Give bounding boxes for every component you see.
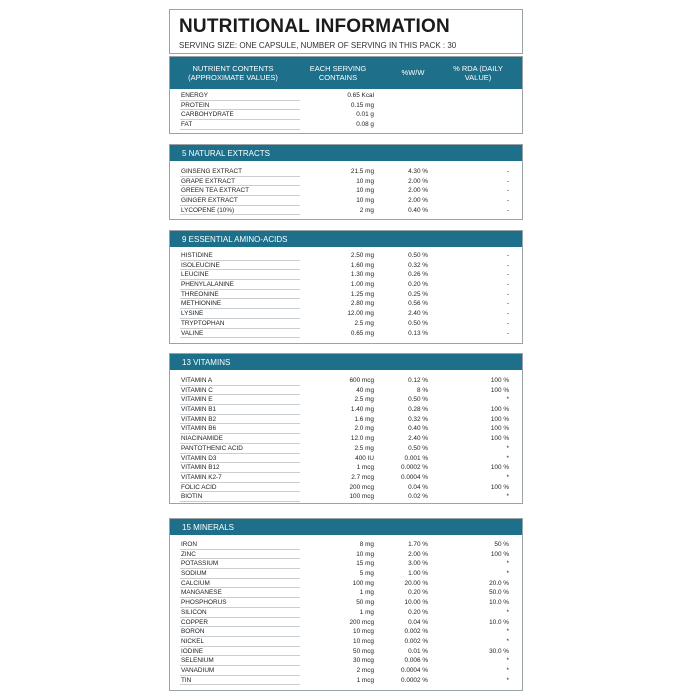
nutrient-name: PHOSPHORUS	[181, 599, 227, 607]
serving-amount: 1.6 mg	[354, 415, 374, 423]
percent-ww: 0.28 %	[408, 406, 428, 414]
percent-ww: 0.26 %	[408, 271, 428, 279]
section-title: 5 NATURAL EXTRACTS	[182, 149, 271, 158]
percent-ww: 0.32 %	[408, 261, 428, 269]
percent-rda: *	[506, 570, 509, 578]
table-row	[170, 434, 522, 444]
section-header	[170, 145, 522, 161]
serving-amount: 2 mcg	[356, 666, 374, 674]
serving-amount: 100 mcg	[349, 493, 374, 501]
col-rda-header: % RDA (DAILY VALUE)	[453, 64, 503, 82]
percent-ww: 0.0004 %	[400, 666, 428, 674]
nutrient-name: TRYPTOPHAN	[181, 319, 225, 327]
nutrient-name: LEUCINE	[181, 271, 209, 279]
percent-rda: *	[506, 628, 509, 636]
nutrient-name: GINGER EXTRACT	[181, 197, 238, 205]
nutrient-name: METHIONINE	[181, 300, 222, 308]
nutrient-name: VITAMIN K2-7	[181, 473, 222, 481]
nutrient-name: NICKEL	[181, 637, 205, 645]
serving-amount: 600 mcg	[349, 377, 374, 384]
percent-rda: -	[506, 310, 509, 318]
serving-amount: 200 mcg	[349, 483, 374, 491]
nutrient-name: VITAMIN B2	[181, 415, 217, 423]
percent-ww: 0.50 %	[408, 252, 428, 259]
table-row	[170, 540, 522, 550]
nutrient-name: SELENIUM	[181, 657, 214, 665]
percent-rda: -	[506, 329, 509, 337]
percent-ww: 0.40 %	[408, 206, 428, 214]
section-header	[170, 354, 522, 370]
serving-amount: 2 mg	[359, 206, 374, 214]
table-row	[170, 598, 522, 608]
table-row	[170, 299, 522, 309]
nutrient-name: ENERGY	[181, 92, 208, 99]
serving-amount: 1.40 mg	[350, 406, 374, 414]
amino-acids-panel	[169, 230, 523, 344]
table-row	[170, 647, 522, 657]
percent-ww: 0.50 %	[408, 319, 428, 327]
percent-ww: 1.00 %	[408, 570, 428, 578]
table-row	[170, 251, 522, 261]
serving-amount: 10 mg	[356, 187, 374, 195]
percent-ww: 0.002 %	[404, 637, 428, 645]
nutrient-name: IODINE	[181, 647, 204, 655]
serving-amount: 40 mg	[356, 386, 374, 394]
table-row	[170, 579, 522, 589]
serving-amount: 2.5 mg	[354, 319, 374, 327]
percent-ww: 0.0002 %	[400, 676, 428, 684]
nutrient-name: FAT	[181, 121, 193, 129]
percent-ww: 0.20 %	[408, 608, 428, 616]
basic-rows	[170, 91, 522, 130]
row-divider	[180, 214, 300, 215]
percent-rda: -	[506, 177, 509, 185]
table-row	[170, 110, 522, 120]
nutrient-name: SILICON	[181, 608, 207, 616]
serving-amount: 0.01 g	[356, 111, 374, 119]
table-row	[170, 483, 522, 493]
percent-rda: 20.0 %	[489, 579, 509, 587]
nutrient-name: ZINC	[181, 550, 196, 558]
table-row	[170, 206, 522, 216]
percent-ww: 20.00 %	[404, 579, 428, 587]
nutrient-name: VITAMIN C	[181, 386, 213, 394]
percent-rda: -	[506, 290, 509, 298]
table-row	[170, 454, 522, 464]
section-header	[170, 519, 522, 535]
title-box	[169, 9, 523, 54]
percent-rda: -	[506, 252, 509, 259]
row-divider	[180, 684, 300, 685]
percent-rda: *	[506, 657, 509, 665]
section-header	[170, 231, 522, 247]
table-row	[170, 463, 522, 473]
percent-ww: 0.32 %	[408, 415, 428, 423]
extracts-rows	[170, 167, 522, 215]
percent-ww: 0.50 %	[408, 396, 428, 404]
table-row	[170, 329, 522, 339]
percent-ww: 0.40 %	[408, 425, 428, 433]
serving-amount: 12.00 mg	[347, 310, 374, 318]
vitamins-panel	[169, 353, 523, 504]
percent-ww: 10.00 %	[404, 599, 428, 607]
table-row	[170, 120, 522, 130]
table-row	[170, 415, 522, 425]
percent-rda: 10.0 %	[489, 599, 509, 607]
percent-rda: *	[506, 444, 509, 452]
serving-amount: 1.60 mg	[350, 261, 374, 269]
table-row	[170, 386, 522, 396]
percent-ww: 0.04 %	[408, 618, 428, 626]
nutrient-name: TIN	[181, 676, 192, 684]
serving-amount: 50 mg	[356, 599, 374, 607]
serving-amount: 1.00 mg	[350, 281, 374, 289]
table-row	[170, 444, 522, 454]
table-row	[170, 309, 522, 319]
percent-ww: 2.40 %	[408, 435, 428, 443]
amino-rows	[170, 251, 522, 338]
row-divider	[180, 129, 300, 130]
percent-rda: -	[506, 261, 509, 269]
percent-rda: 100 %	[490, 483, 509, 491]
table-row	[170, 588, 522, 598]
nutrient-name: VITAMIN D3	[181, 454, 217, 462]
table-row	[170, 424, 522, 434]
serving-amount: 2.0 mg	[354, 425, 374, 433]
table-row	[170, 656, 522, 666]
table-row	[170, 608, 522, 618]
table-row	[170, 101, 522, 111]
serving-amount: 0.65 mg	[350, 329, 374, 337]
percent-rda: -	[506, 300, 509, 308]
percent-ww: 0.12 %	[408, 377, 428, 384]
row-divider	[180, 501, 300, 502]
nutrient-name: VITAMIN A	[181, 377, 213, 384]
nutrient-name: NIACINAMIDE	[181, 435, 223, 443]
serving-amount: 100 mg	[352, 579, 374, 587]
serving-amount: 0.08 g	[356, 121, 374, 129]
serving-amount: 1.30 mg	[350, 271, 374, 279]
table-row	[170, 177, 522, 187]
percent-rda: *	[506, 666, 509, 674]
percent-ww: 0.20 %	[408, 281, 428, 289]
percent-ww: 0.002 %	[404, 628, 428, 636]
percent-rda: *	[506, 454, 509, 462]
nutrient-name: CALCIUM	[181, 579, 210, 587]
nutrient-name: CARBOHYDRATE	[181, 111, 234, 119]
nutrient-name: VITAMIN B6	[181, 425, 217, 433]
percent-rda: -	[506, 271, 509, 279]
col-serving-header: EACH SERVING CONTAINS	[309, 64, 367, 82]
percent-rda: 50 %	[494, 541, 509, 548]
percent-rda: *	[506, 608, 509, 616]
nutrient-name: PHENYLALANINE	[181, 281, 234, 289]
nutrient-name: SODIUM	[181, 570, 207, 578]
serving-amount: 5 mg	[359, 570, 374, 578]
nutrient-name: VALINE	[181, 329, 204, 337]
serving-amount: 400 IU	[355, 454, 374, 462]
serving-amount: 2.5 mg	[354, 396, 374, 404]
nutrient-name: VANADIUM	[181, 666, 215, 674]
percent-rda: 100 %	[490, 435, 509, 443]
serving-amount: 2.50 mg	[350, 252, 374, 259]
percent-ww: 0.02 %	[408, 493, 428, 501]
table-row	[170, 186, 522, 196]
nutrient-name: POTASSIUM	[181, 560, 219, 568]
nutrient-name: ISOLEUCINE	[181, 261, 220, 269]
serving-amount: 0.65 Kcal	[347, 92, 374, 99]
column-header	[170, 57, 522, 89]
table-row	[170, 569, 522, 579]
table-row	[170, 618, 522, 628]
table-row	[170, 270, 522, 280]
extracts-panel	[169, 144, 523, 220]
percent-rda: 100 %	[490, 406, 509, 414]
percent-ww: 0.25 %	[408, 290, 428, 298]
table-row	[170, 473, 522, 483]
serving-amount: 2.7 mcg	[351, 473, 374, 481]
serving-amount: 1 mg	[359, 608, 374, 616]
serving-amount: 15 mg	[356, 560, 374, 568]
table-row	[170, 550, 522, 560]
percent-ww: 0.56 %	[408, 300, 428, 308]
percent-ww: 0.20 %	[408, 589, 428, 597]
table-row	[170, 376, 522, 386]
nutrient-name: LYSINE	[181, 310, 204, 318]
basic-nutrients-panel	[169, 56, 523, 134]
percent-ww: 2.40 %	[408, 310, 428, 318]
percent-rda: 100 %	[490, 377, 509, 384]
table-row	[170, 637, 522, 647]
serving-amount: 10 mg	[356, 550, 374, 558]
percent-rda: 100 %	[490, 415, 509, 423]
percent-rda: -	[506, 319, 509, 327]
serving-amount: 10 mg	[356, 197, 374, 205]
nutrient-name: BIOTIN	[181, 493, 203, 501]
serving-amount: 50 mcg	[353, 647, 374, 655]
vitamins-rows	[170, 376, 522, 502]
table-row	[170, 676, 522, 686]
table-row	[170, 405, 522, 415]
serving-amount: 1.25 mg	[350, 290, 374, 298]
percent-ww: 4.30 %	[408, 168, 428, 175]
percent-ww: 1.70 %	[408, 541, 428, 548]
serving-amount: 1 mcg	[356, 464, 374, 472]
percent-rda: *	[506, 676, 509, 684]
percent-rda: 100 %	[490, 550, 509, 558]
percent-ww: 0.006 %	[404, 657, 428, 665]
percent-ww: 0.04 %	[408, 483, 428, 491]
col-ww-header: %W/W	[401, 68, 425, 77]
nutrient-name: IRON	[181, 541, 197, 548]
serving-amount: 12.0 mg	[350, 435, 374, 443]
table-row	[170, 280, 522, 290]
page-title: NUTRITIONAL INFORMATION	[179, 16, 450, 37]
minerals-rows	[170, 540, 522, 685]
percent-rda: 10.0 %	[489, 618, 509, 626]
section-title: 15 MINERALS	[182, 523, 235, 532]
percent-ww: 2.00 %	[408, 550, 428, 558]
percent-ww: 0.0004 %	[400, 473, 428, 481]
table-row	[170, 395, 522, 405]
nutrient-name: PROTEIN	[181, 101, 210, 109]
serving-amount: 8 mg	[359, 541, 374, 548]
table-row	[170, 290, 522, 300]
nutrient-name: BORON	[181, 628, 205, 636]
serving-amount: 30 mcg	[353, 657, 374, 665]
table-row	[170, 627, 522, 637]
percent-rda: *	[506, 493, 509, 501]
percent-rda: -	[506, 206, 509, 214]
percent-ww: 0.0002 %	[400, 464, 428, 472]
nutrient-name: HISTIDINE	[181, 252, 213, 259]
nutrient-name: COPPER	[181, 618, 208, 626]
row-divider	[180, 337, 300, 338]
minerals-panel	[169, 518, 523, 691]
percent-rda: 50.0 %	[489, 589, 509, 597]
nutrient-name: LYCOPENE (10%)	[181, 206, 235, 214]
percent-ww: 0.001 %	[404, 454, 428, 462]
percent-ww: 2.00 %	[408, 187, 428, 195]
percent-ww: 3.00 %	[408, 560, 428, 568]
serving-amount: 21.5 mg	[350, 168, 374, 175]
percent-rda: 100 %	[490, 464, 509, 472]
percent-rda: *	[506, 637, 509, 645]
table-row	[170, 492, 522, 502]
percent-rda: -	[506, 281, 509, 289]
table-row	[170, 167, 522, 177]
serving-amount: 10 mg	[356, 177, 374, 185]
percent-ww: 2.00 %	[408, 177, 428, 185]
section-title: 13 VITAMINS	[182, 358, 231, 367]
serving-amount: 0.15 mg	[350, 101, 374, 109]
percent-rda: -	[506, 187, 509, 195]
table-row	[170, 91, 522, 101]
table-row	[170, 261, 522, 271]
table-row	[170, 196, 522, 206]
serving-amount: 200 mcg	[349, 618, 374, 626]
table-row	[170, 666, 522, 676]
serving-info: SERVING SIZE: ONE CAPSULE, NUMBER OF SERVING IN THIS PACK : 30	[179, 41, 457, 50]
nutrient-name: VITAMIN B12	[181, 464, 220, 472]
percent-ww: 0.50 %	[408, 444, 428, 452]
serving-amount: 1 mcg	[356, 676, 374, 684]
nutrient-name: GRAPE EXTRACT	[181, 177, 235, 185]
serving-amount: 10 mcg	[353, 637, 374, 645]
serving-amount: 10 mcg	[353, 628, 374, 636]
percent-rda: 30.0 %	[489, 647, 509, 655]
percent-rda: *	[506, 560, 509, 568]
percent-rda: *	[506, 396, 509, 404]
nutrient-name: GINSENG EXTRACT	[181, 168, 243, 175]
percent-rda: -	[506, 168, 509, 175]
col-nutrient-header: NUTRIENT CONTENTS (APPROXIMATE VALUES)	[188, 64, 278, 82]
serving-amount: 2.80 mg	[350, 300, 374, 308]
percent-rda: 100 %	[490, 386, 509, 394]
percent-ww: 0.01 %	[408, 647, 428, 655]
percent-ww: 0.13 %	[408, 329, 428, 337]
percent-rda: -	[506, 197, 509, 205]
section-title: 9 ESSENTIAL AMINO-ACIDS	[182, 235, 288, 244]
serving-amount: 1 mg	[359, 589, 374, 597]
nutrient-name: GREEN TEA EXTRACT	[181, 187, 250, 195]
percent-ww: 8 %	[416, 386, 428, 394]
percent-ww: 2.00 %	[408, 197, 428, 205]
nutrient-name: VITAMIN E	[181, 396, 213, 404]
nutrient-name: MANGANESE	[181, 589, 222, 597]
nutrient-name: PANTOTHENIC ACID	[181, 444, 243, 452]
nutrient-name: THREONINE	[181, 290, 219, 298]
serving-amount: 2.5 mg	[354, 444, 374, 452]
table-row	[170, 559, 522, 569]
table-row	[170, 319, 522, 329]
percent-rda: *	[506, 473, 509, 481]
percent-rda: 100 %	[490, 425, 509, 433]
nutrient-name: VITAMIN B1	[181, 406, 217, 414]
nutrient-name: FOLIC ACID	[181, 483, 217, 491]
